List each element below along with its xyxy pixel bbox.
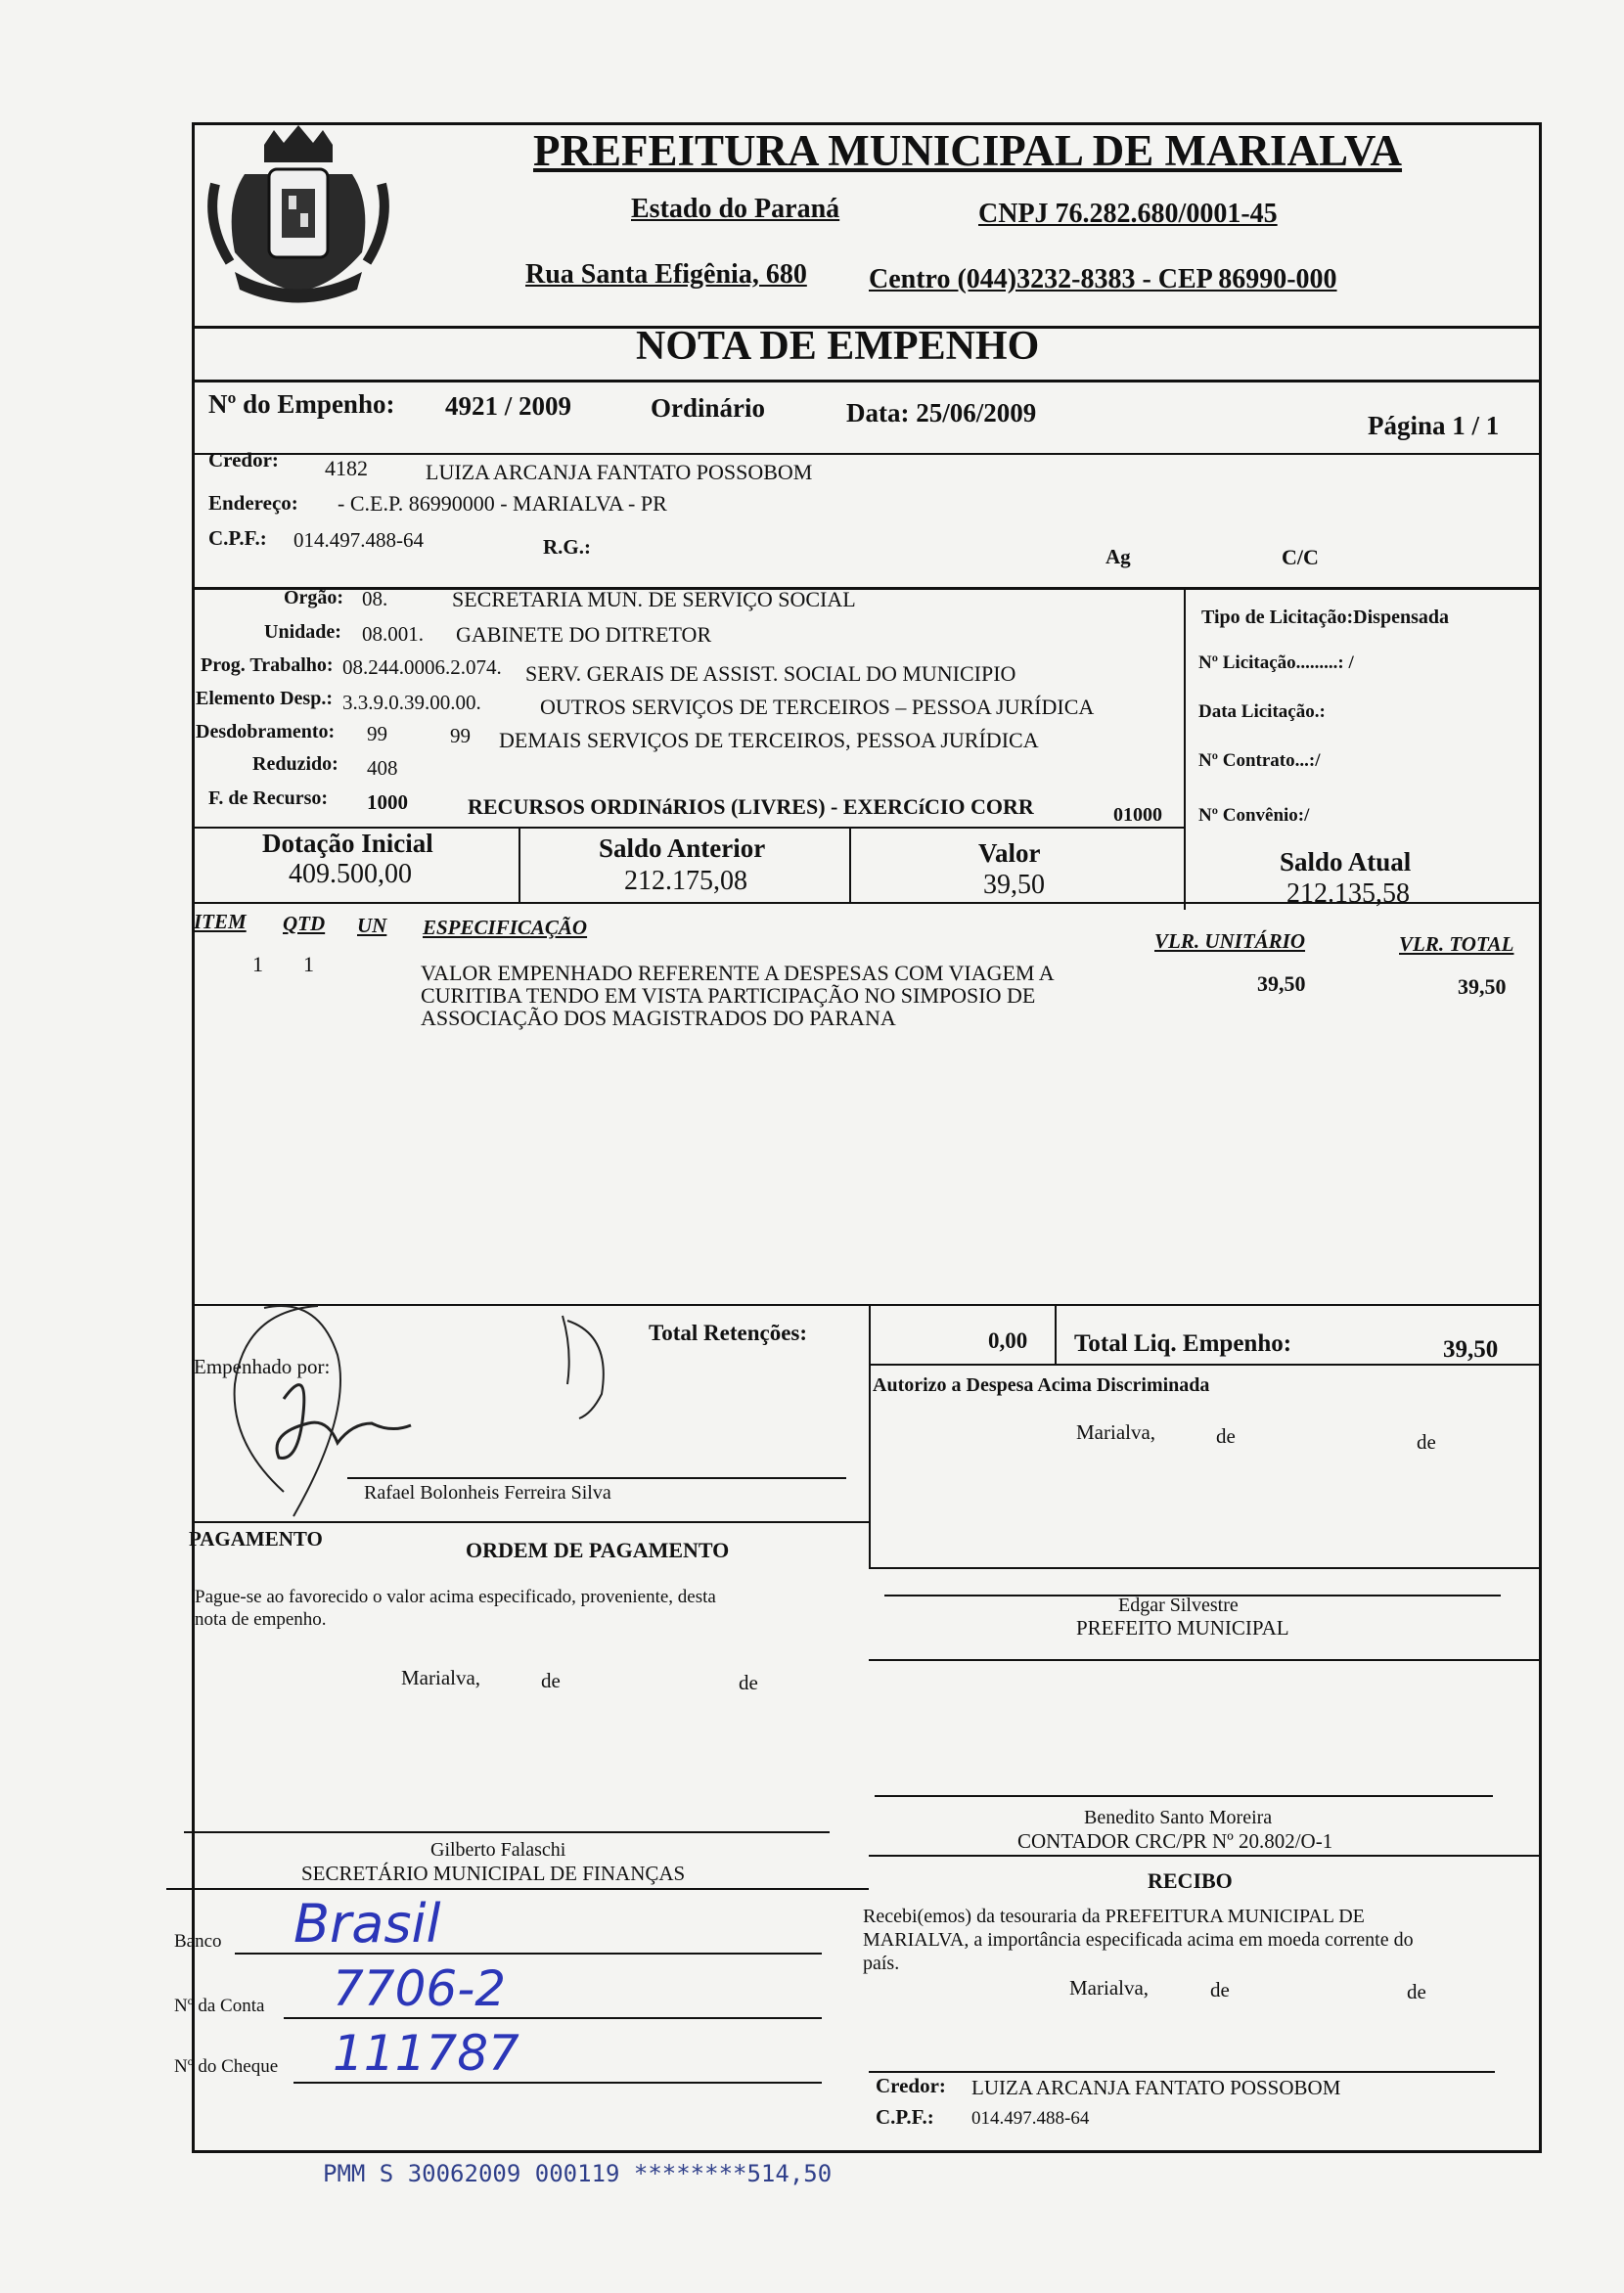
recibo-de-2: de xyxy=(1407,1980,1426,2003)
prog-code: 08.244.0006.2.074. xyxy=(342,655,502,679)
saldo-anterior: 212.175,08 xyxy=(624,866,747,896)
prefeito-title: PREFEITO MUNICIPAL xyxy=(1076,1616,1289,1640)
col-item: ITEM xyxy=(194,910,247,933)
header-contact: Centro (044)3232-8383 - CEP 86990-000 xyxy=(869,264,1337,294)
cheque-label: Nº do Cheque xyxy=(174,2056,279,2077)
autorizo-city: Marialva, xyxy=(1076,1420,1156,1444)
desd-b: 99 xyxy=(450,724,471,747)
orgao-label: Orgão: xyxy=(284,587,344,608)
desd-a: 99 xyxy=(367,722,387,745)
reduzido: 408 xyxy=(367,756,398,780)
pague-city: Marialva, xyxy=(401,1666,481,1689)
ag-label: Ag xyxy=(1105,545,1131,568)
pague-de-2: de xyxy=(739,1671,758,1694)
recibo-city: Marialva, xyxy=(1069,1976,1150,2000)
recurso: RECURSOS ORDINáRIOS (LIVRES) - EXERCíCIO CORR xyxy=(468,794,1034,819)
recibo-cpf: 014.497.488-64 xyxy=(971,2108,1090,2129)
banco-label: Banco xyxy=(174,1931,222,1952)
recibo-cpf-label: C.P.F.: xyxy=(876,2105,934,2129)
header-title: PREFEITURA MUNICIPAL DE MARIALVA xyxy=(533,126,1403,175)
empenhado-name: Rafael Bolonheis Ferreira Silva xyxy=(364,1482,611,1504)
col-valor-unitario: VLR. UNITÁRIO xyxy=(1154,929,1306,953)
autorizo-de-1: de xyxy=(1216,1424,1236,1448)
col-especificacao: ESPECIFICAÇÃO xyxy=(423,916,588,939)
header-cnpj: CNPJ 76.282.680/0001-45 xyxy=(978,199,1278,229)
item-total-value: 39,50 xyxy=(1458,974,1507,999)
empenho-number: 4921 / 2009 xyxy=(445,391,572,421)
orgao-code: 08. xyxy=(362,587,388,610)
cheque-handwritten: 111787 xyxy=(333,2025,519,2082)
item-unit-value: 39,50 xyxy=(1257,971,1306,996)
creditor-code: 4182 xyxy=(325,456,368,480)
cc-label: C/C xyxy=(1282,545,1319,569)
empenho-date: Data: 25/06/2009 xyxy=(846,398,1037,427)
cpf-label: C.P.F.: xyxy=(208,526,267,550)
secretario-title: SECRETÁRIO MUNICIPAL DE FINANÇAS xyxy=(301,1862,686,1885)
elem-code: 3.3.9.0.39.00.00. xyxy=(342,691,481,714)
recibo-text-1: Recebi(emos) da tesouraria da PREFEITURA MUNICIPAL DE xyxy=(863,1906,1365,1927)
recibo-text-3: país. xyxy=(863,1953,900,1974)
total-liquido: 39,50 xyxy=(1443,1336,1499,1363)
recurso-label: F. de Recurso: xyxy=(208,787,329,809)
reduzido-label: Reduzido: xyxy=(252,753,338,775)
contador-title: CONTADOR CRC/PR Nº 20.802/O-1 xyxy=(1017,1829,1333,1853)
recibo-de-1: de xyxy=(1210,1978,1230,2001)
header-state: Estado do Paraná xyxy=(631,194,840,224)
saldo-atual-label: Saldo Atual xyxy=(1280,847,1412,877)
saldo-atual: 212.135,58 xyxy=(1286,878,1410,909)
autorizo-text: Autorizo a Despesa Acima Discriminada xyxy=(873,1374,1210,1396)
desd: DEMAIS SERVIÇOS DE TERCEIROS, PESSOA JURÍDICA xyxy=(499,728,1039,752)
empenhado-label: Empenhado por: xyxy=(194,1355,331,1378)
saldo-anterior-label: Saldo Anterior xyxy=(599,833,766,863)
rg-label: R.G.: xyxy=(543,535,591,559)
retencoes-label: Total Retenções: xyxy=(649,1321,808,1345)
address-label: Endereço: xyxy=(208,491,298,515)
item-description-2: CURITIBA TENDO EM VISTA PARTICIPAÇÃO NO SIMPOSIO DE xyxy=(421,983,1036,1008)
recibo-credor-name: LUIZA ARCANJA FANTATO POSSOBOM xyxy=(971,2076,1341,2099)
pague-text-2: nota de empenho. xyxy=(195,1609,327,1630)
item-description-3: ASSOCIAÇÃO DOS MAGISTRADOS DO PARANA xyxy=(421,1006,896,1030)
coat-of-arms-logo xyxy=(196,115,401,311)
numero-convenio: Nº Convênio:/ xyxy=(1198,805,1310,826)
orgao: SECRETARIA MUN. DE SERVIÇO SOCIAL xyxy=(452,587,856,611)
numero-contrato: Nº Contrato...:/ xyxy=(1198,750,1321,771)
tipo-licitacao: Tipo de Licitação:Dispensada xyxy=(1201,607,1449,628)
autorizo-de-2: de xyxy=(1417,1430,1436,1454)
ordem-pagamento-heading: ORDEM DE PAGAMENTO xyxy=(466,1538,730,1562)
prog: SERV. GERAIS DE ASSIST. SOCIAL DO MUNICIPIO xyxy=(525,661,1016,686)
item-quantity: 1 xyxy=(303,952,314,976)
total-liquido-label: Total Liq. Empenho: xyxy=(1074,1330,1292,1357)
elem-label: Elemento Desp.: xyxy=(196,688,333,709)
unidade-code: 08.001. xyxy=(362,622,424,646)
pagamento-heading: PAGAMENTO xyxy=(189,1527,323,1551)
item-description-1: VALOR EMPENHADO REFERENTE A DESPESAS COM VIAGEM A xyxy=(421,961,1055,985)
payment-stamp: PMM S 30062009 000119 ********514,50 xyxy=(323,2160,833,2187)
pague-text-1: Pague-se ao favorecido o valor acima especificado, proveniente, desta xyxy=(195,1587,716,1607)
recurso-code: 1000 xyxy=(367,790,408,814)
banco-handwritten: Brasil xyxy=(293,1893,441,1955)
cpf: 014.497.488-64 xyxy=(293,528,424,552)
creditor-name: LUIZA ARCANJA FANTATO POSSOBOM xyxy=(426,460,813,484)
secretario-name: Gilberto Falaschi xyxy=(430,1839,566,1861)
col-un: UN xyxy=(357,914,387,937)
recurso-number: 01000 xyxy=(1113,804,1162,826)
creditor-label: Credor: xyxy=(208,448,279,472)
page-number: Página 1 / 1 xyxy=(1368,411,1500,440)
col-valor-total: VLR. TOTAL xyxy=(1399,932,1514,956)
doc-title: NOTA DE EMPENHO xyxy=(636,324,1040,369)
item-number: 1 xyxy=(252,952,263,976)
prog-label: Prog. Trabalho: xyxy=(201,654,334,676)
conta-handwritten: 7706-2 xyxy=(333,1960,507,2017)
numero-licitacao: Nº Licitação.........: / xyxy=(1198,652,1354,673)
desd-label: Desdobramento: xyxy=(196,721,336,742)
pague-de-1: de xyxy=(541,1669,561,1692)
retencoes: 0,00 xyxy=(988,1328,1028,1353)
prefeito-name: Edgar Silvestre xyxy=(1118,1595,1239,1616)
data-licitacao: Data Licitação.: xyxy=(1198,701,1326,722)
recibo-text-2: MARIALVA, a importância especificada acima em moeda corrente do xyxy=(863,1929,1414,1951)
empenho-type: Ordinário xyxy=(651,393,766,423)
unidade: GABINETE DO DITRETOR xyxy=(456,622,712,647)
empenho-number-label: Nº do Empenho: xyxy=(208,389,395,419)
elem: OUTROS SERVIÇOS DE TERCEIROS – PESSOA JURÍDICA xyxy=(540,695,1095,719)
dotacao-label: Dotação Inicial xyxy=(262,829,433,858)
contador-name: Benedito Santo Moreira xyxy=(1084,1807,1273,1828)
unidade-label: Unidade: xyxy=(264,621,341,643)
recibo-heading: RECIBO xyxy=(1148,1868,1233,1893)
valor-label: Valor xyxy=(978,838,1041,868)
address: - C.E.P. 86990000 - MARIALVA - PR xyxy=(338,491,667,516)
header-street: Rua Santa Efigênia, 680 xyxy=(525,259,807,290)
dotacao: 409.500,00 xyxy=(289,859,412,889)
valor: 39,50 xyxy=(983,870,1045,900)
col-qtd: QTD xyxy=(283,912,326,935)
conta-label: Nº da Conta xyxy=(174,1996,265,2016)
recibo-credor-label: Credor: xyxy=(876,2074,946,2097)
